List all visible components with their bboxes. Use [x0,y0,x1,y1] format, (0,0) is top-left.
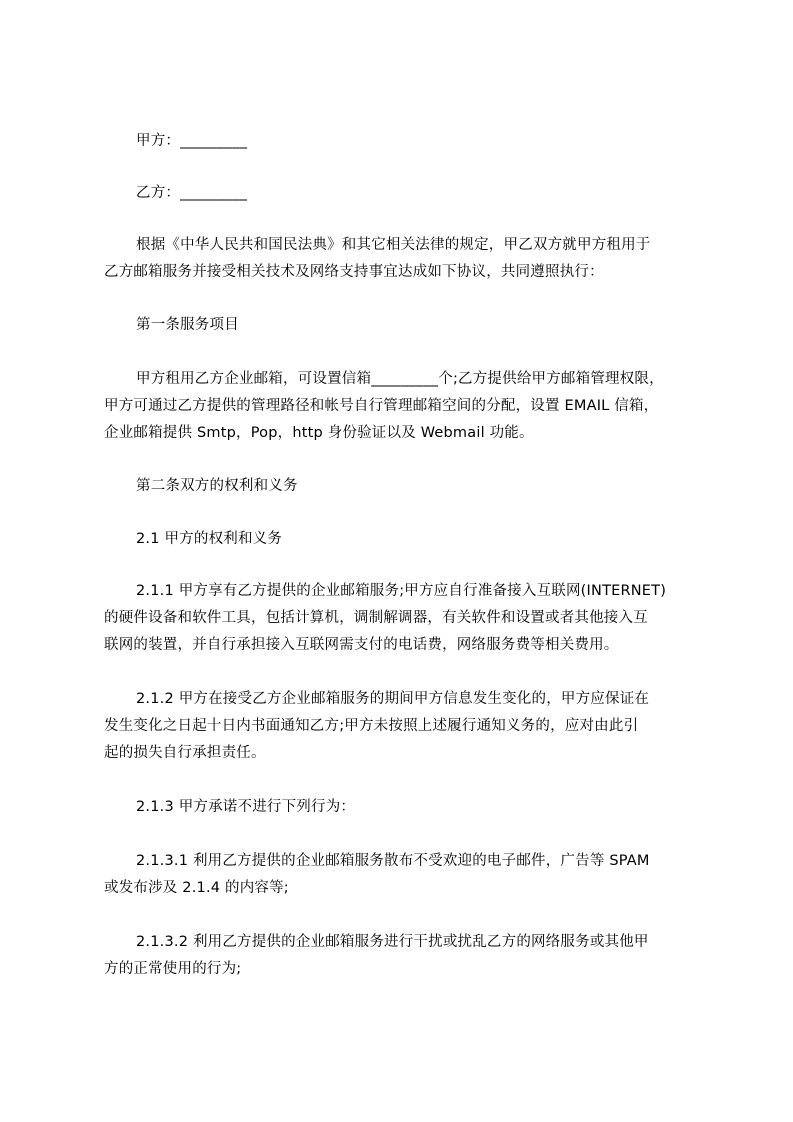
clause-2-1-1-line-3: 联网的装置，并自行承担接入互联网需支付的电话费，网络服务费等相关费用。 [104,637,619,653]
clause-2-1-1 [104,578,704,659]
intro-line-1: 根据《中华人民共和国民法典》和其它相关法律的规定，甲乙双方就甲方租用于 [136,237,651,253]
section-2-1-title [104,526,704,553]
clause-2-1-1-line-2: 的硬件设备和软件工具，包括计算机，调制解调器，有关软件和设置或者其他接入互 [104,610,648,626]
clause-2-1-3-2 [104,929,704,983]
clause-2-1-2 [104,686,704,767]
party-a-text: 甲方：_________ [136,133,248,149]
clause-2-1-3-1-line-1: 2.1.3.1 利用乙方提供的企业邮箱服务散布不受欢迎的电子邮件，广告等 SPAM [136,853,650,869]
clause-2-1-1-line-1: 2.1.1 甲方享有乙方提供的企业邮箱服务;甲方应自行准备接入互联网(INTERNET) [136,583,667,599]
party-a-line [104,128,704,155]
article-1-body [104,366,704,447]
article-1-title [104,312,704,339]
article-2-title-text: 第二条双方的权利和义务 [136,478,298,494]
article-1-line-2: 甲方可通过乙方提供的管理路径和帐号自行管理邮箱空间的分配，设置 EMAIL 信箱， [104,398,659,414]
clause-2-1-3-1 [104,848,704,902]
party-b-line [104,180,704,207]
intro-line-2: 乙方邮箱服务并接受相关技术及网络支持事宜达成如下协议，共同遵照执行： [104,264,604,280]
clause-2-1-3 [104,794,704,821]
article-1-line-1: 甲方租用乙方企业邮箱，可设置信箱_________个;乙方提供给甲方邮箱管理权限， [136,371,664,387]
article-1-title-text: 第一条服务项目 [136,317,239,333]
clause-2-1-2-line-1: 2.1.2 甲方在接受乙方企业邮箱服务的期间甲方信息发生变化的，甲方应保证在 [136,691,650,707]
article-1-line-3: 企业邮箱提供 Smtp，Pop，http 身份验证以及 Webmail 功能。 [104,425,534,441]
clause-2-1-3-2-line-2: 方的正常使用的行为; [104,961,242,977]
clause-2-1-2-line-3: 起的损失自行承担责任。 [104,745,266,761]
section-2-1-title-text: 2.1 甲方的权利和义务 [136,531,283,547]
clause-2-1-3-1-line-2: 或发布涉及 2.1.4 的内容等; [104,880,289,896]
party-b-text: 乙方：_________ [136,185,248,201]
article-2-title [104,473,704,500]
clause-2-1-3-2-line-1: 2.1.3.2 利用乙方提供的企业邮箱服务进行干扰或扰乱乙方的网络服务或其他甲 [136,934,649,950]
clause-2-1-2-line-2: 发生变化之日起十日内书面通知乙方;甲方未按照上述履行通知义务的，应对由此引 [104,718,639,734]
intro-paragraph [104,232,704,286]
clause-2-1-3-text: 2.1.3 甲方承诺不进行下列行为： [136,799,356,815]
